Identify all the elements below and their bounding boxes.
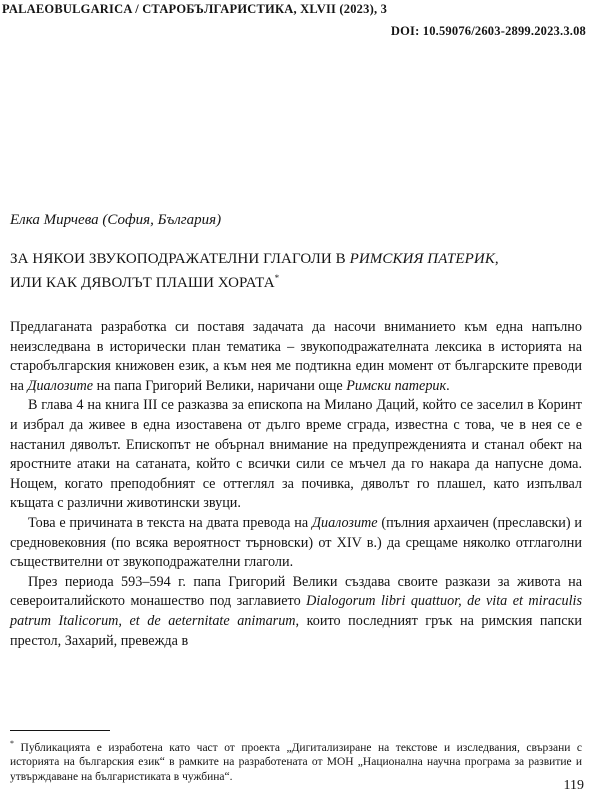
title-part: ЗА НЯКОИ ЗВУКОПОДРАЖАТЕЛНИ ГЛАГОЛИ В [10,251,350,267]
text-run: на папа Григорий Велики, наричани още [93,377,347,394]
text-run: Предлаганата разработка си поставя задачата да насочи вниманието към една напълно неизследвана в исторически план тематика – звукоподражателната лексика в историята на старобългарския книжовен език, а към нея ме подтикна един момент от българските преводи на [10,319,582,394]
paragraph-3 [10,514,582,573]
title-line-2: ИЛИ КАК ДЯВОЛЪТ ПЛАШИ ХОРАТА [10,275,275,291]
paragraph-1 [10,318,582,396]
page-number: 119 [563,778,584,793]
article-author: Елка Мирчева (София, България) [10,212,222,228]
doi-label[interactable]: DOI: 10.59076/2603-2899.2023.3.08 [390,24,586,38]
paragraph-2: В глава 4 на книга III се разказва за епископа на Милано Даций, който се заселил в Коринт и избрал да живее в една изоставена от дълго време сграда, известна с това, че в нея се е настанил дяволът. Епископът не обърнал внимание на предупрежденията и станал обект на яростните атаки на сатаната, който с всички сили се мъчел да го накара да напусне дома. Нощем, когато преподобният се оттеглял за почивка, дяволът го плашел, като изпълвал къщата с различни животински звуци. [10,397,582,512]
title-italic-part: РИМСКИЯ ПАТЕРИК [349,251,495,267]
italic-run: Диалозите [311,514,378,531]
text-run: През периода 593–594 г. папа Григорий Велики създава своите разкази за живота на североиталийското монашество под заглавието [10,573,582,610]
title-footnote-marker[interactable]: * [274,273,280,283]
italic-run: Римски патерик [346,377,447,394]
footnote-marker: * [10,739,14,748]
footnote-divider [10,730,110,731]
title-comma: , [494,251,499,267]
italic-run: Dialogorum libri quattuor, de vita et miraculis patrum Italicorum, et de aeternitate animarum [10,593,582,629]
text-run: . [446,377,450,394]
footnote [10,737,582,784]
footnote-text: Публикацията е изработена като част от проекта „Дигитализиране на текстове и изследвания, свързани с историята на българския език“ в рамките на разработената от МОН „Национална научна програма за развитие и утвърждаване на българистиката в чужбина“. [10,741,582,783]
paragraph-4 [10,573,582,651]
text-run: (пълния архаичен (преславски) и средновековния (по всяка вероятност търновски) от XIV в.) да срещаме няколко отглаголни съществителни от звукоподражателни глаголи. [10,514,582,571]
text-run: , които последният грък на римския папски престол, Захарий, превежда в [10,612,582,649]
article-body [10,318,582,651]
article-title [10,250,590,293]
journal-title: PALAEOBULGARICA / СТАРОБЪЛГАРИСТИКА, XLVII (2023), 3 [2,2,388,16]
italic-run: Диалозите [27,377,94,394]
text-run: Това е причината в текста на двата превода на [28,514,312,531]
